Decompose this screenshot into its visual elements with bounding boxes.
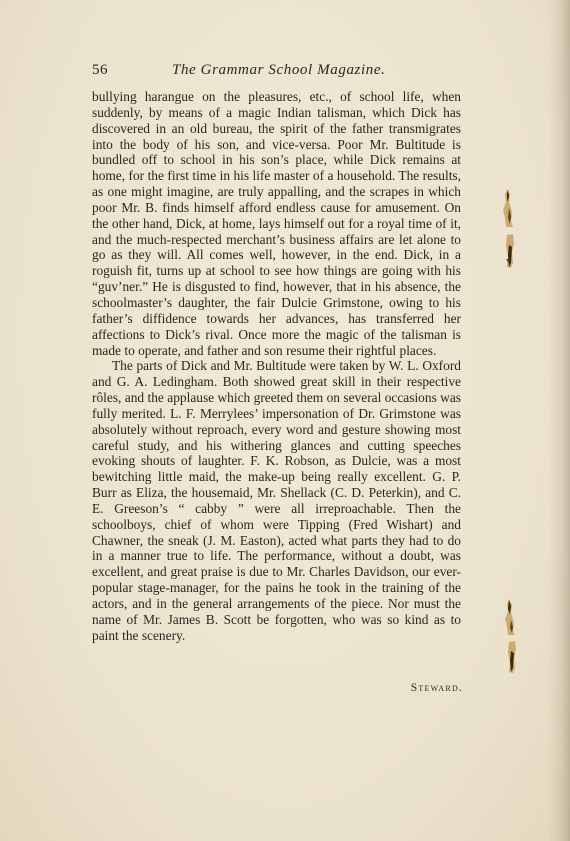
binding-shadow bbox=[548, 0, 570, 841]
binding-mark-upper-2 bbox=[503, 233, 517, 269]
article-body bbox=[92, 89, 461, 644]
paragraph-1: bullying harangue on the pleasures, etc., of school life, when suddenly, by means of a magic Indian talisman, which Dick has discovered in an old bureau, the spirit of the father transmigrates into the body of his son, and vice-versa. Poor Mr. Bultitude is bundled off to school in his son’s place, while Dick remains at home, for the first time in his life master of a household. The results, as one might imagine, are truly appalling, and the scrapes in which poor Mr. B. finds himself afford endless cause for amusement. On the other hand, Dick, at home, lays himself out for a royal time of it, and the much-respected merchant’s business affairs are let alone to go as they will. All comes well, however, in the end. Dick, in a roguish fit, turns up at school to see how things are going with his “guv’ner.” He is disgusted to find, however, that in his absence, the schoolmaster’s daughter, the fair Dulcie Grimstone, owing to his father’s diffidence towards her advances, has transferred her affections to Dick’s rival. Once more the magic of the talisman is made to operate, and father and son resume their rightful places. bbox=[92, 89, 461, 358]
paragraph-2: The parts of Dick and Mr. Bultitude were taken by W. L. Oxford and G. A. Ledingham. Both showed great skill in their respective rôles, and the applause which greeted them on several occasions was fully merited. L. F. Merrylees’ impersonation of Dr. Grimstone was absolutely without reproach, every word and gesture showing most careful study, and his withering glances and cutting speeches evoking shouts of laughter. F. K. Robson, as Dulcie, was a most bewitching little maid, the make-up being really excellent. G. P. Burr as Eliza, the housemaid, Mr. Shellack (C. D. Peterkin), and C. E. Greeson’s “ cabby ” were all irreproachable. Then the schoolboys, chief of whom were Tipping (Fred Wishart) and Chawner, the sneak (J. M. Easton), acted what parts they had to do in a manner true to life. The performance, without a doubt, was excellent, and great praise is due to Mr. Charles Davidson, our ever-popular stage-manager, for the pains he took in the training of the actors, and in the general arrangements of the piece. Nor must the name of Mr. James B. Scott be forgotten, who was so kind as to paint the scenery. bbox=[92, 358, 461, 643]
running-title: The Grammar School Magazine. bbox=[172, 62, 386, 78]
binding-mark-upper-1 bbox=[500, 188, 516, 228]
page-header bbox=[92, 62, 492, 82]
binding-mark-lower-2 bbox=[505, 640, 519, 674]
signature: Steward. bbox=[410, 682, 463, 694]
page-number: 56 bbox=[92, 62, 108, 78]
binding-mark-lower-1 bbox=[502, 598, 518, 636]
